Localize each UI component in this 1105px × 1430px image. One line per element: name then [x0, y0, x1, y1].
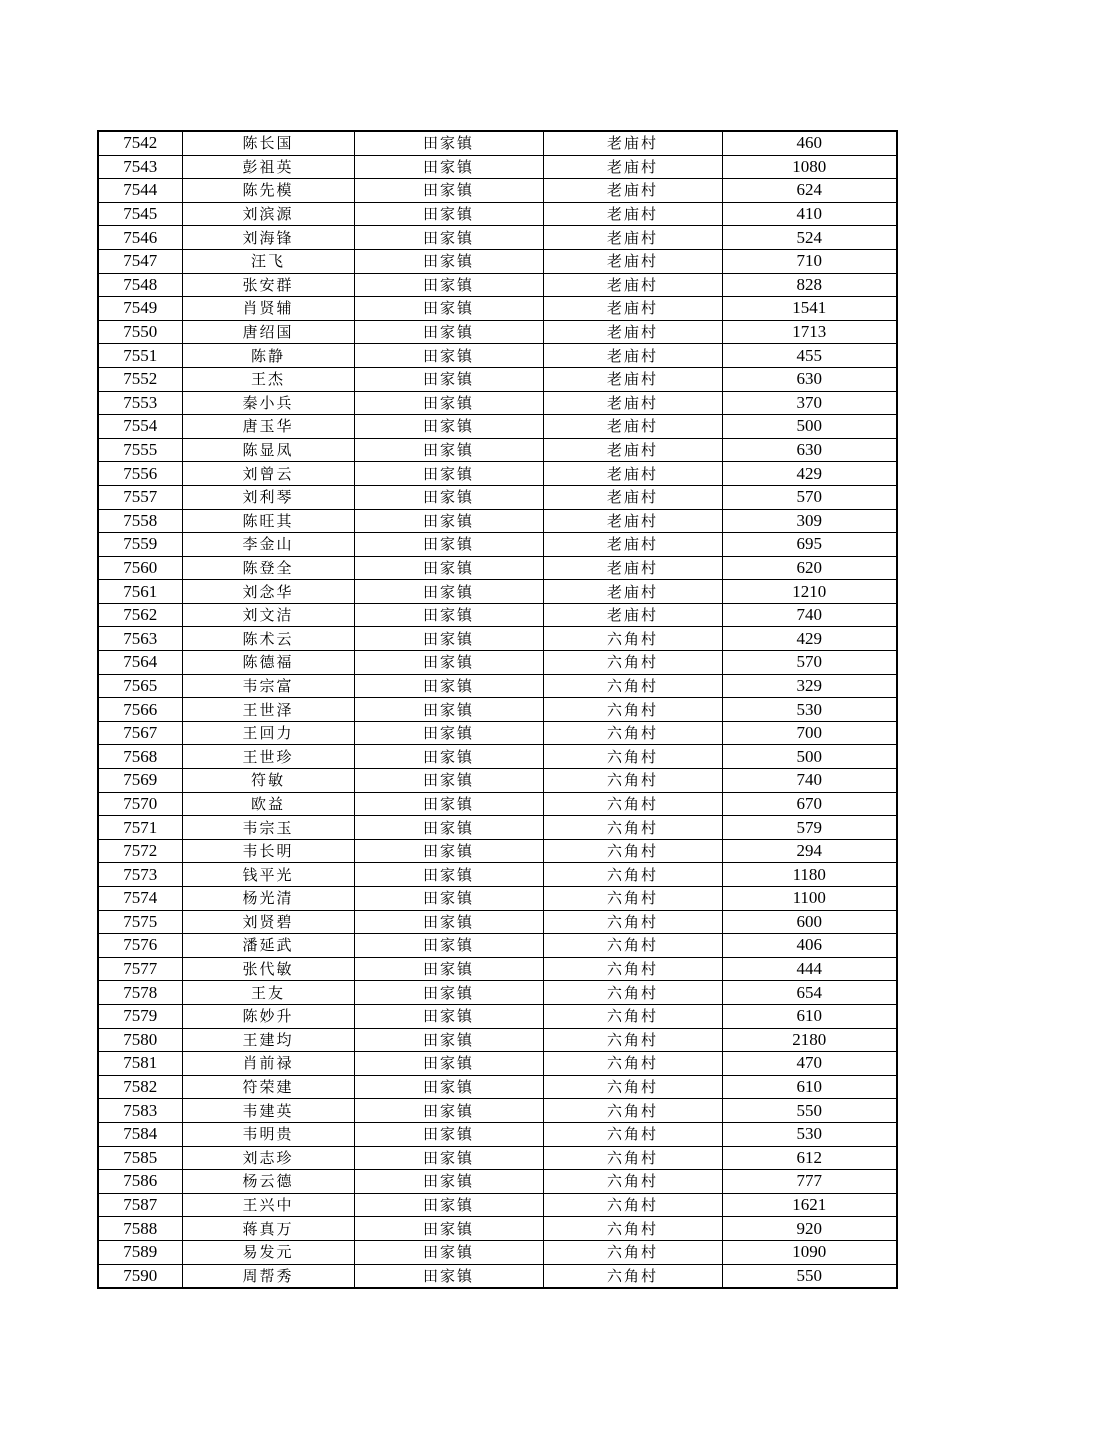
village-cell: 六角村: [543, 627, 722, 651]
town-cell: 田家镇: [354, 1217, 543, 1241]
town-cell: 田家镇: [354, 485, 543, 509]
row-number-cell: 7551: [98, 344, 182, 368]
town-cell: 田家镇: [354, 556, 543, 580]
village-cell: 六角村: [543, 1264, 722, 1288]
name-cell: 陈静: [182, 344, 354, 368]
row-number-cell: 7578: [98, 981, 182, 1005]
table-row: [98, 674, 897, 698]
row-number-cell: 7586: [98, 1170, 182, 1194]
amount-cell: 630: [722, 438, 897, 462]
table-row: [98, 1004, 897, 1028]
village-cell: 老庙村: [543, 509, 722, 533]
row-number-cell: 7587: [98, 1193, 182, 1217]
village-cell: 六角村: [543, 651, 722, 675]
village-cell: 六角村: [543, 1004, 722, 1028]
amount-cell: 612: [722, 1146, 897, 1170]
village-cell: 六角村: [543, 1146, 722, 1170]
amount-cell: 777: [722, 1170, 897, 1194]
village-cell: 六角村: [543, 674, 722, 698]
table-row: [98, 1099, 897, 1123]
row-number-cell: 7548: [98, 273, 182, 297]
row-number-cell: 7572: [98, 839, 182, 863]
village-cell: 六角村: [543, 792, 722, 816]
town-cell: 田家镇: [354, 1099, 543, 1123]
amount-cell: 624: [722, 179, 897, 203]
row-number-cell: 7571: [98, 816, 182, 840]
table-row: [98, 1075, 897, 1099]
village-cell: 老庙村: [543, 179, 722, 203]
name-cell: 陈先模: [182, 179, 354, 203]
amount-cell: 1180: [722, 863, 897, 887]
name-cell: 刘曾云: [182, 462, 354, 486]
amount-cell: 920: [722, 1217, 897, 1241]
name-cell: 刘滨源: [182, 202, 354, 226]
amount-cell: 610: [722, 1004, 897, 1028]
town-cell: 田家镇: [354, 273, 543, 297]
table-row: [98, 792, 897, 816]
amount-cell: 329: [722, 674, 897, 698]
town-cell: 田家镇: [354, 131, 543, 155]
table-row: [98, 415, 897, 439]
table-row: [98, 509, 897, 533]
table-row: [98, 1052, 897, 1076]
town-cell: 田家镇: [354, 603, 543, 627]
village-cell: 六角村: [543, 1028, 722, 1052]
row-number-cell: 7589: [98, 1240, 182, 1264]
name-cell: 潘延武: [182, 934, 354, 958]
town-cell: 田家镇: [354, 438, 543, 462]
row-number-cell: 7575: [98, 910, 182, 934]
table-row: [98, 698, 897, 722]
village-cell: 六角村: [543, 910, 722, 934]
row-number-cell: 7569: [98, 769, 182, 793]
table-row: [98, 934, 897, 958]
table-row: [98, 344, 897, 368]
amount-cell: 670: [722, 792, 897, 816]
town-cell: 田家镇: [354, 320, 543, 344]
village-cell: 六角村: [543, 698, 722, 722]
table-row: [98, 910, 897, 934]
name-cell: 蒋真万: [182, 1217, 354, 1241]
village-cell: 六角村: [543, 1122, 722, 1146]
amount-cell: 1541: [722, 297, 897, 321]
name-cell: 刘利琴: [182, 485, 354, 509]
village-cell: 六角村: [543, 721, 722, 745]
table-row: [98, 816, 897, 840]
town-cell: 田家镇: [354, 1052, 543, 1076]
town-cell: 田家镇: [354, 1264, 543, 1288]
town-cell: 田家镇: [354, 698, 543, 722]
table-row: [98, 1193, 897, 1217]
row-number-cell: 7553: [98, 391, 182, 415]
town-cell: 田家镇: [354, 745, 543, 769]
row-number-cell: 7588: [98, 1217, 182, 1241]
town-cell: 田家镇: [354, 769, 543, 793]
row-number-cell: 7543: [98, 155, 182, 179]
row-number-cell: 7549: [98, 297, 182, 321]
amount-cell: 500: [722, 415, 897, 439]
name-cell: 王世珍: [182, 745, 354, 769]
amount-cell: 309: [722, 509, 897, 533]
town-cell: 田家镇: [354, 1146, 543, 1170]
row-number-cell: 7581: [98, 1052, 182, 1076]
name-cell: 韦长明: [182, 839, 354, 863]
village-cell: 六角村: [543, 745, 722, 769]
town-cell: 田家镇: [354, 1170, 543, 1194]
village-cell: 老庙村: [543, 226, 722, 250]
row-number-cell: 7567: [98, 721, 182, 745]
table-row: [98, 1146, 897, 1170]
amount-cell: 444: [722, 957, 897, 981]
town-cell: 田家镇: [354, 910, 543, 934]
table-row: [98, 887, 897, 911]
table-row: [98, 957, 897, 981]
row-number-cell: 7544: [98, 179, 182, 203]
name-cell: 王世泽: [182, 698, 354, 722]
amount-cell: 570: [722, 485, 897, 509]
name-cell: 陈显凤: [182, 438, 354, 462]
name-cell: 周帮秀: [182, 1264, 354, 1288]
town-cell: 田家镇: [354, 297, 543, 321]
village-cell: 老庙村: [543, 155, 722, 179]
row-number-cell: 7554: [98, 415, 182, 439]
name-cell: 陈术云: [182, 627, 354, 651]
row-number-cell: 7542: [98, 131, 182, 155]
table-row: [98, 745, 897, 769]
table-row: [98, 651, 897, 675]
town-cell: 田家镇: [354, 627, 543, 651]
row-number-cell: 7552: [98, 367, 182, 391]
town-cell: 田家镇: [354, 1004, 543, 1028]
table-row: [98, 556, 897, 580]
amount-cell: 579: [722, 816, 897, 840]
amount-cell: 620: [722, 556, 897, 580]
name-cell: 王杰: [182, 367, 354, 391]
village-cell: 老庙村: [543, 556, 722, 580]
name-cell: 王兴中: [182, 1193, 354, 1217]
name-cell: 刘海锋: [182, 226, 354, 250]
town-cell: 田家镇: [354, 202, 543, 226]
town-cell: 田家镇: [354, 580, 543, 604]
amount-cell: 695: [722, 533, 897, 557]
row-number-cell: 7582: [98, 1075, 182, 1099]
name-cell: 刘贤碧: [182, 910, 354, 934]
village-cell: 六角村: [543, 1193, 722, 1217]
village-cell: 老庙村: [543, 580, 722, 604]
town-cell: 田家镇: [354, 179, 543, 203]
table-row: [98, 202, 897, 226]
amount-cell: 654: [722, 981, 897, 1005]
village-cell: 老庙村: [543, 462, 722, 486]
amount-cell: 429: [722, 462, 897, 486]
amount-cell: 550: [722, 1099, 897, 1123]
table-row: [98, 273, 897, 297]
village-cell: 老庙村: [543, 202, 722, 226]
town-cell: 田家镇: [354, 1122, 543, 1146]
row-number-cell: 7585: [98, 1146, 182, 1170]
town-cell: 田家镇: [354, 1240, 543, 1264]
name-cell: 钱平光: [182, 863, 354, 887]
row-number-cell: 7584: [98, 1122, 182, 1146]
town-cell: 田家镇: [354, 367, 543, 391]
name-cell: 张代敏: [182, 957, 354, 981]
amount-cell: 370: [722, 391, 897, 415]
town-cell: 田家镇: [354, 651, 543, 675]
table-row: [98, 485, 897, 509]
name-cell: 易发元: [182, 1240, 354, 1264]
row-number-cell: 7570: [98, 792, 182, 816]
amount-cell: 460: [722, 131, 897, 155]
row-number-cell: 7547: [98, 249, 182, 273]
amount-cell: 1080: [722, 155, 897, 179]
name-cell: 汪飞: [182, 249, 354, 273]
name-cell: 李金山: [182, 533, 354, 557]
row-number-cell: 7568: [98, 745, 182, 769]
row-number-cell: 7563: [98, 627, 182, 651]
amount-cell: 1100: [722, 887, 897, 911]
town-cell: 田家镇: [354, 839, 543, 863]
name-cell: 唐玉华: [182, 415, 354, 439]
row-number-cell: 7590: [98, 1264, 182, 1288]
village-cell: 六角村: [543, 1240, 722, 1264]
name-cell: 韦宗富: [182, 674, 354, 698]
amount-cell: 1713: [722, 320, 897, 344]
table-row: [98, 1240, 897, 1264]
table-row: [98, 179, 897, 203]
table-row: [98, 320, 897, 344]
town-cell: 田家镇: [354, 344, 543, 368]
row-number-cell: 7566: [98, 698, 182, 722]
village-cell: 六角村: [543, 1099, 722, 1123]
data-table: [97, 130, 898, 1289]
amount-cell: 410: [722, 202, 897, 226]
village-cell: 老庙村: [543, 533, 722, 557]
table-row: [98, 1028, 897, 1052]
amount-cell: 1621: [722, 1193, 897, 1217]
town-cell: 田家镇: [354, 816, 543, 840]
village-cell: 六角村: [543, 863, 722, 887]
village-cell: 六角村: [543, 887, 722, 911]
amount-cell: 550: [722, 1264, 897, 1288]
amount-cell: 600: [722, 910, 897, 934]
name-cell: 陈长国: [182, 131, 354, 155]
table-row: [98, 580, 897, 604]
village-cell: 老庙村: [543, 415, 722, 439]
row-number-cell: 7576: [98, 934, 182, 958]
village-cell: 六角村: [543, 769, 722, 793]
town-cell: 田家镇: [354, 957, 543, 981]
name-cell: 符敏: [182, 769, 354, 793]
row-number-cell: 7583: [98, 1099, 182, 1123]
amount-cell: 1090: [722, 1240, 897, 1264]
amount-cell: 570: [722, 651, 897, 675]
town-cell: 田家镇: [354, 981, 543, 1005]
table-row: [98, 462, 897, 486]
name-cell: 肖贤辅: [182, 297, 354, 321]
name-cell: 杨云德: [182, 1170, 354, 1194]
village-cell: 六角村: [543, 1217, 722, 1241]
table-row: [98, 603, 897, 627]
table-row: [98, 1170, 897, 1194]
name-cell: 韦建英: [182, 1099, 354, 1123]
table-row: [98, 1122, 897, 1146]
table-row: [98, 249, 897, 273]
amount-cell: 828: [722, 273, 897, 297]
village-cell: 六角村: [543, 981, 722, 1005]
town-cell: 田家镇: [354, 533, 543, 557]
village-cell: 老庙村: [543, 603, 722, 627]
name-cell: 彭祖英: [182, 155, 354, 179]
village-cell: 老庙村: [543, 320, 722, 344]
amount-cell: 524: [722, 226, 897, 250]
name-cell: 刘念华: [182, 580, 354, 604]
amount-cell: 530: [722, 698, 897, 722]
name-cell: 欧益: [182, 792, 354, 816]
village-cell: 六角村: [543, 1075, 722, 1099]
town-cell: 田家镇: [354, 226, 543, 250]
town-cell: 田家镇: [354, 674, 543, 698]
village-cell: 六角村: [543, 816, 722, 840]
table-row: [98, 627, 897, 651]
name-cell: 陈登全: [182, 556, 354, 580]
amount-cell: 455: [722, 344, 897, 368]
table-row: [98, 131, 897, 155]
name-cell: 张安群: [182, 273, 354, 297]
name-cell: 王友: [182, 981, 354, 1005]
name-cell: 唐绍国: [182, 320, 354, 344]
name-cell: 陈妙升: [182, 1004, 354, 1028]
town-cell: 田家镇: [354, 249, 543, 273]
table-row: [98, 863, 897, 887]
amount-cell: 710: [722, 249, 897, 273]
table-row: [98, 226, 897, 250]
town-cell: 田家镇: [354, 721, 543, 745]
name-cell: 王建均: [182, 1028, 354, 1052]
table-row: [98, 1217, 897, 1241]
name-cell: 杨光清: [182, 887, 354, 911]
amount-cell: 470: [722, 1052, 897, 1076]
amount-cell: 610: [722, 1075, 897, 1099]
village-cell: 老庙村: [543, 344, 722, 368]
row-number-cell: 7577: [98, 957, 182, 981]
town-cell: 田家镇: [354, 415, 543, 439]
name-cell: 刘文洁: [182, 603, 354, 627]
village-cell: 老庙村: [543, 297, 722, 321]
name-cell: 肖前禄: [182, 1052, 354, 1076]
amount-cell: 500: [722, 745, 897, 769]
row-number-cell: 7545: [98, 202, 182, 226]
town-cell: 田家镇: [354, 391, 543, 415]
table-row: [98, 391, 897, 415]
row-number-cell: 7550: [98, 320, 182, 344]
town-cell: 田家镇: [354, 1028, 543, 1052]
town-cell: 田家镇: [354, 1193, 543, 1217]
row-number-cell: 7560: [98, 556, 182, 580]
town-cell: 田家镇: [354, 155, 543, 179]
row-number-cell: 7562: [98, 603, 182, 627]
name-cell: 韦明贵: [182, 1122, 354, 1146]
village-cell: 六角村: [543, 957, 722, 981]
row-number-cell: 7565: [98, 674, 182, 698]
town-cell: 田家镇: [354, 792, 543, 816]
table-body: [98, 131, 897, 1288]
row-number-cell: 7561: [98, 580, 182, 604]
village-cell: 六角村: [543, 1170, 722, 1194]
table-row: [98, 981, 897, 1005]
amount-cell: 530: [722, 1122, 897, 1146]
table-row: [98, 769, 897, 793]
table-row: [98, 367, 897, 391]
row-number-cell: 7556: [98, 462, 182, 486]
table-row: [98, 1264, 897, 1288]
row-number-cell: 7580: [98, 1028, 182, 1052]
amount-cell: 2180: [722, 1028, 897, 1052]
town-cell: 田家镇: [354, 887, 543, 911]
name-cell: 秦小兵: [182, 391, 354, 415]
village-cell: 老庙村: [543, 391, 722, 415]
amount-cell: 740: [722, 769, 897, 793]
table-row: [98, 155, 897, 179]
table-row: [98, 438, 897, 462]
table-row: [98, 721, 897, 745]
name-cell: 刘志珍: [182, 1146, 354, 1170]
amount-cell: 1210: [722, 580, 897, 604]
amount-cell: 429: [722, 627, 897, 651]
village-cell: 老庙村: [543, 273, 722, 297]
row-number-cell: 7557: [98, 485, 182, 509]
row-number-cell: 7555: [98, 438, 182, 462]
row-number-cell: 7573: [98, 863, 182, 887]
amount-cell: 630: [722, 367, 897, 391]
name-cell: 王回力: [182, 721, 354, 745]
town-cell: 田家镇: [354, 509, 543, 533]
village-cell: 六角村: [543, 934, 722, 958]
table-row: [98, 533, 897, 557]
name-cell: 符荣建: [182, 1075, 354, 1099]
amount-cell: 294: [722, 839, 897, 863]
village-cell: 六角村: [543, 1052, 722, 1076]
name-cell: 陈德福: [182, 651, 354, 675]
town-cell: 田家镇: [354, 462, 543, 486]
row-number-cell: 7546: [98, 226, 182, 250]
row-number-cell: 7564: [98, 651, 182, 675]
village-cell: 老庙村: [543, 438, 722, 462]
village-cell: 老庙村: [543, 131, 722, 155]
name-cell: 陈旺其: [182, 509, 354, 533]
village-cell: 老庙村: [543, 249, 722, 273]
town-cell: 田家镇: [354, 863, 543, 887]
amount-cell: 740: [722, 603, 897, 627]
name-cell: 韦宗玉: [182, 816, 354, 840]
row-number-cell: 7558: [98, 509, 182, 533]
village-cell: 老庙村: [543, 485, 722, 509]
row-number-cell: 7579: [98, 1004, 182, 1028]
town-cell: 田家镇: [354, 1075, 543, 1099]
row-number-cell: 7559: [98, 533, 182, 557]
row-number-cell: 7574: [98, 887, 182, 911]
village-cell: 老庙村: [543, 367, 722, 391]
table-row: [98, 297, 897, 321]
table-row: [98, 839, 897, 863]
amount-cell: 406: [722, 934, 897, 958]
amount-cell: 700: [722, 721, 897, 745]
village-cell: 六角村: [543, 839, 722, 863]
town-cell: 田家镇: [354, 934, 543, 958]
